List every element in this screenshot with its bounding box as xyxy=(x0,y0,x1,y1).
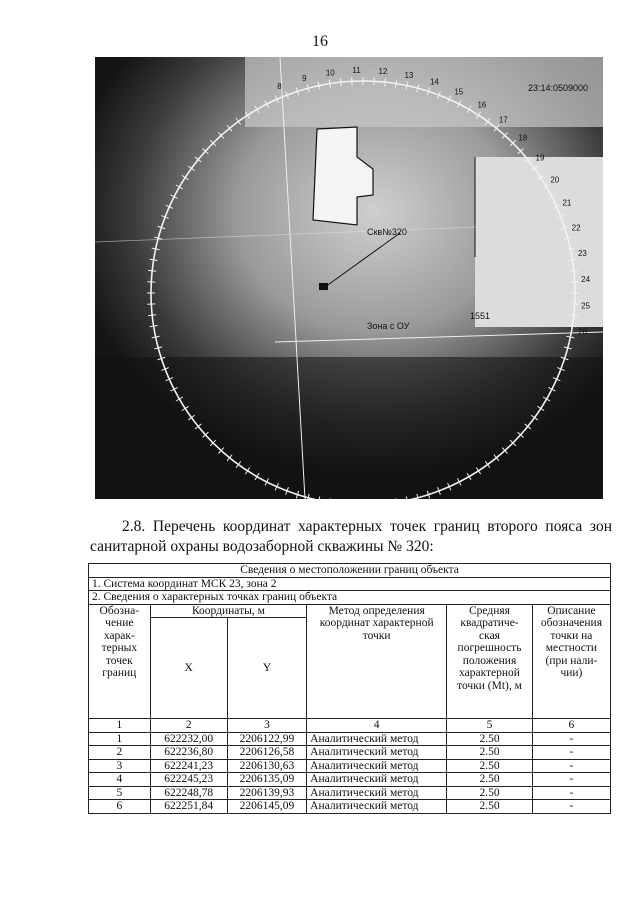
column-number-row xyxy=(89,719,611,733)
coord-y: 2206139,93 xyxy=(227,786,306,800)
boundary-point-label: 23 xyxy=(577,249,587,258)
boundary-point-label: 17 xyxy=(498,115,508,125)
boundary-point-label: 21 xyxy=(562,198,572,208)
mean-error: 2.50 xyxy=(447,773,533,787)
coord-y: 2206135,09 xyxy=(227,773,306,787)
description: - xyxy=(532,786,610,800)
boundary-point-label: 12 xyxy=(378,66,388,76)
table-row xyxy=(89,773,611,787)
method: Аналитический метод xyxy=(307,759,447,773)
boundary-point-label: 26 xyxy=(578,327,588,337)
point-number: 4 xyxy=(89,773,151,787)
point-number: 6 xyxy=(89,800,151,814)
boundary-point-label: 15 xyxy=(454,87,464,97)
column-number: 5 xyxy=(447,719,533,733)
boundary-point-label: 25 xyxy=(581,301,591,311)
coord-x: 622251,84 xyxy=(150,800,227,814)
header-method: Метод определения координат характерной точки xyxy=(307,604,447,719)
coordinates-table xyxy=(88,563,611,814)
boundary-point-label: 10 xyxy=(325,68,335,78)
header-x: X xyxy=(150,618,227,719)
coord-x: 622236,80 xyxy=(150,746,227,760)
well-marker xyxy=(319,283,328,290)
mean-error: 2.50 xyxy=(447,732,533,746)
description: - xyxy=(532,746,610,760)
table-row xyxy=(89,786,611,800)
parcel-number-label: 1551 xyxy=(470,311,491,321)
coord-y: 2206122,99 xyxy=(227,732,306,746)
site-plan-map xyxy=(95,57,603,499)
boundary-point-label: 13 xyxy=(404,70,414,80)
points-info-row: 2. Сведения о характерных точках границ объекта xyxy=(89,591,611,605)
map-drawing xyxy=(95,57,603,499)
point-number: 3 xyxy=(89,759,151,773)
section-heading: 2.8. Перечень координат характерных точек границ второго пояса зон санитарной охраны водозаборной скважины № 320: xyxy=(90,518,612,555)
description: - xyxy=(532,732,610,746)
boundary-point-label: 19 xyxy=(535,153,545,163)
boundary-point-label: 20 xyxy=(550,175,560,185)
header-mean-error: Средняя квадратиче- ская погрешность положения характерной точки (Mt), м xyxy=(447,604,533,719)
table-row xyxy=(89,732,611,746)
column-number: 2 xyxy=(150,719,227,733)
column-number: 4 xyxy=(307,719,447,733)
method: Аналитический метод xyxy=(307,732,447,746)
column-number: 3 xyxy=(227,719,306,733)
boundary-point-label: 11 xyxy=(352,66,361,76)
method: Аналитический метод xyxy=(307,786,447,800)
point-number: 1 xyxy=(89,732,151,746)
boundary-point-label: 18 xyxy=(518,133,528,143)
coord-x: 622232,00 xyxy=(150,732,227,746)
mean-error: 2.50 xyxy=(447,800,533,814)
boundary-point-label: 24 xyxy=(581,275,591,285)
coord-x: 622245,23 xyxy=(150,773,227,787)
mean-error: 2.50 xyxy=(447,746,533,760)
mean-error: 2.50 xyxy=(447,759,533,773)
header-coordinates: Координаты, м xyxy=(150,604,307,618)
table-title: Сведения о местоположении границ объекта xyxy=(89,564,611,578)
boundary-point-label: 8 xyxy=(277,82,282,92)
method: Аналитический метод xyxy=(307,800,447,814)
coord-x: 622241,23 xyxy=(150,759,227,773)
boundary-point-label: 22 xyxy=(571,223,581,233)
column-number: 1 xyxy=(89,719,151,733)
mean-error: 2.50 xyxy=(447,786,533,800)
boundary-point-label: 14 xyxy=(429,77,439,87)
boundary-point-label: 16 xyxy=(477,100,487,110)
coord-y: 2206145,09 xyxy=(227,800,306,814)
coordinate-system-row: 1. Система координат МСК 23, зона 2 xyxy=(89,577,611,591)
well-label: Скв№320 xyxy=(367,227,407,237)
boundary-point-label: 9 xyxy=(302,73,307,83)
point-number: 2 xyxy=(89,746,151,760)
method: Аналитический метод xyxy=(307,746,447,760)
cadastral-number: 23:14:0509000 xyxy=(528,83,589,93)
description: - xyxy=(532,773,610,787)
column-number: 6 xyxy=(532,719,610,733)
coord-y: 2206130,63 xyxy=(227,759,306,773)
coord-y: 2206126,58 xyxy=(227,746,306,760)
zone-label: Зона с ОУ xyxy=(367,321,410,331)
header-point-designation: Обозна- чение харак- терных точек границ xyxy=(89,604,151,719)
coord-x: 622248,78 xyxy=(150,786,227,800)
description: - xyxy=(532,800,610,814)
table-row xyxy=(89,759,611,773)
page-number: 16 xyxy=(312,33,328,50)
table-row xyxy=(89,800,611,814)
header-y: Y xyxy=(227,618,306,719)
header-description: Описание обозначения точки на местности (при нали- чии) xyxy=(532,604,610,719)
method: Аналитический метод xyxy=(307,773,447,787)
table-row xyxy=(89,746,611,760)
point-number: 5 xyxy=(89,786,151,800)
description: - xyxy=(532,759,610,773)
